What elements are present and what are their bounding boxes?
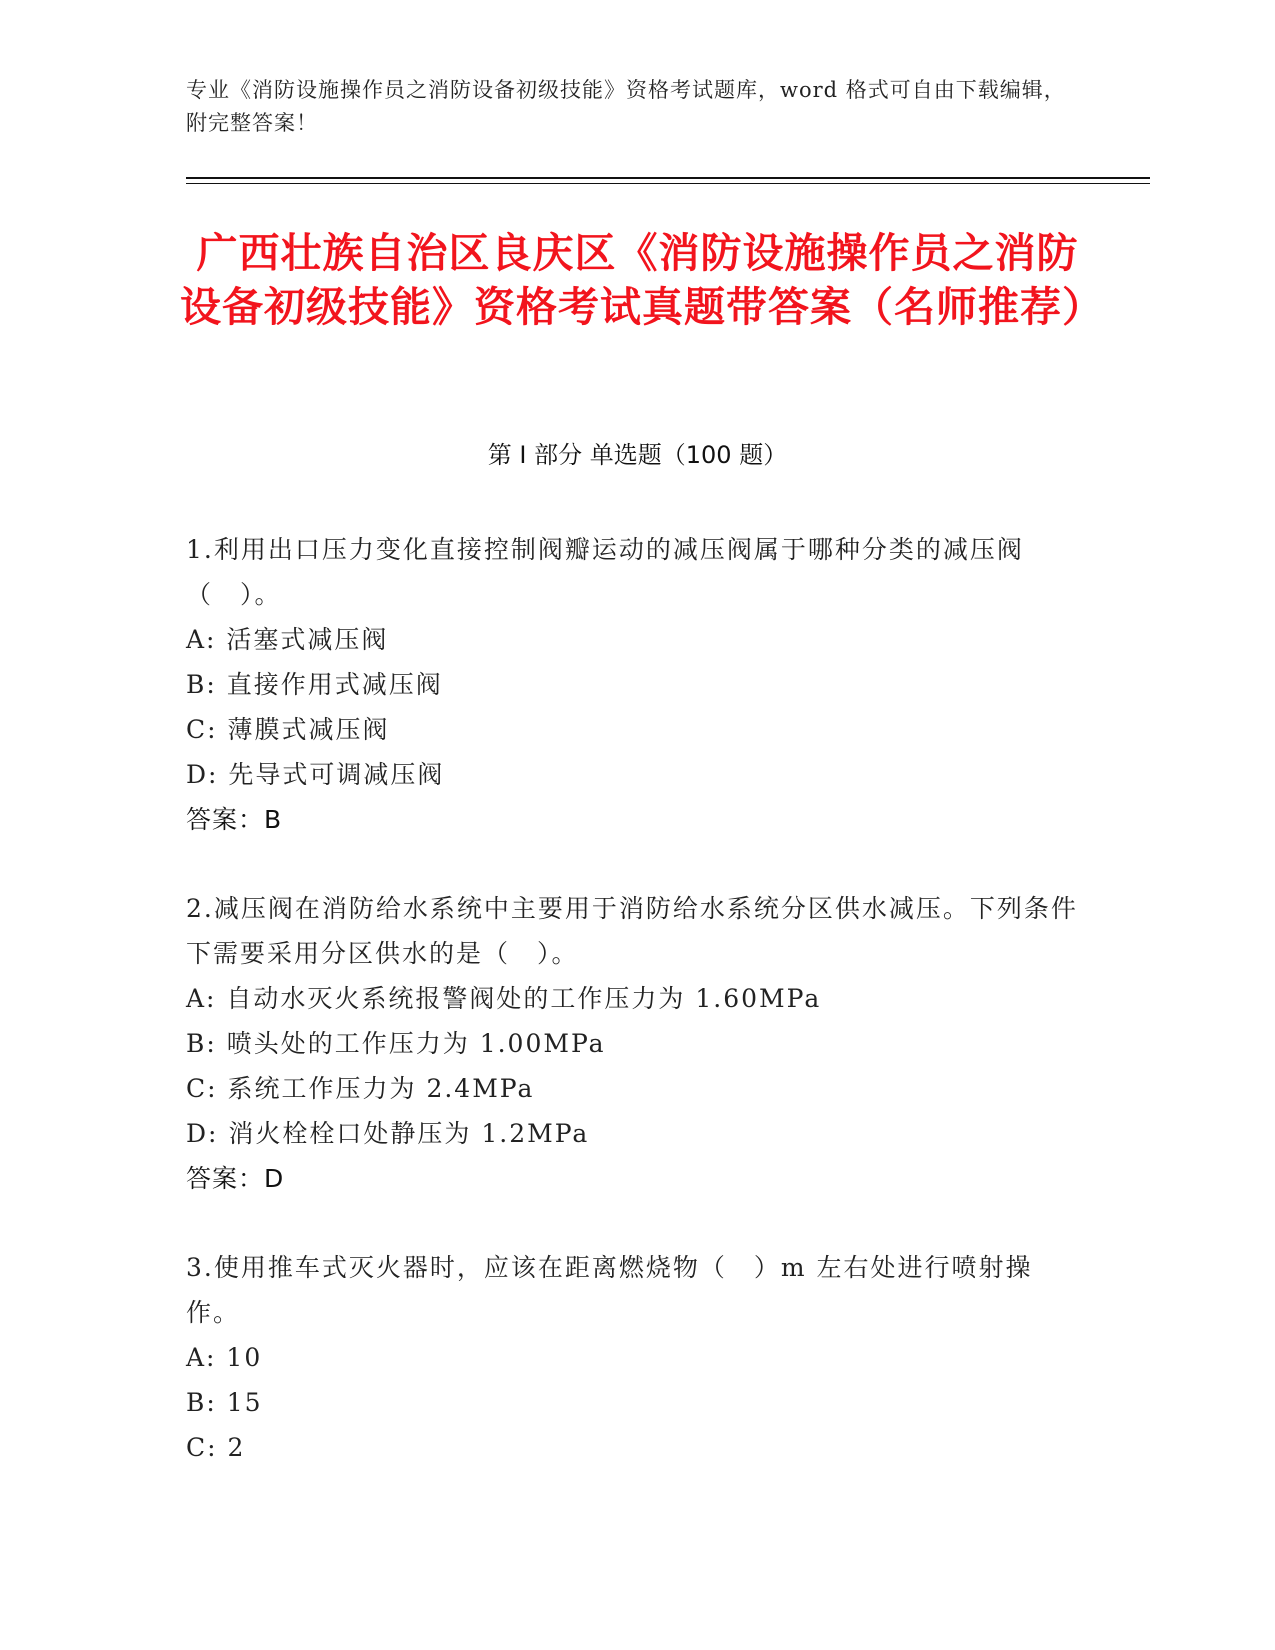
question-stem: 1.利用出口压力变化直接控制阀瓣运动的减压阀属于哪种分类的减压阀（ ）。: [186, 535, 1024, 609]
question-stem: 2.减压阀在消防给水系统中主要用于消防给水系统分区供水减压。下列条件下需要采用分区供水的是（ ）。: [186, 894, 1078, 968]
question-2: [186, 886, 1086, 1201]
option-d: D: 先导式可调减压阀: [186, 760, 445, 789]
option-b: B: 直接作用式减压阀: [186, 670, 443, 699]
option-b: B: 15: [186, 1388, 263, 1417]
option-c: C: 2: [186, 1433, 246, 1462]
header-divider-thick: [186, 177, 1150, 179]
option-c: C: 薄膜式减压阀: [186, 715, 390, 744]
header-divider-thin: [186, 183, 1150, 184]
document-title: 广西壮族自治区良庆区《消防设施操作员之消防设备初级技能》资格考试真题带答案（名师推荐）: [180, 229, 1104, 331]
section-title: 第 I 部分 单选题（100 题）: [487, 441, 788, 469]
question-answer: 答案：D: [186, 1164, 285, 1193]
option-a: A: 自动水灭火系统报警阀处的工作压力为 1.60MPa: [186, 984, 822, 1013]
option-c: C: 系统工作压力为 2.4MPa: [186, 1074, 535, 1103]
header-note: 专业《消防设施操作员之消防设备初级技能》资格考试题库，word 格式可自由下载编辑，附完整答案！: [186, 78, 1066, 135]
question-1: [186, 527, 1086, 842]
option-d: D: 消火栓栓口处静压为 1.2MPa: [186, 1119, 590, 1148]
question-list: [186, 527, 1086, 1514]
option-a: A: 活塞式减压阀: [186, 625, 389, 654]
question-stem: 3.使用推车式灭火器时，应该在距离燃烧物（ ）m 左右处进行喷射操作。: [186, 1253, 1033, 1327]
option-b: B: 喷头处的工作压力为 1.00MPa: [186, 1029, 606, 1058]
question-answer: 答案：B: [186, 805, 283, 834]
question-3: [186, 1245, 1086, 1470]
option-a: A: 10: [186, 1343, 263, 1372]
